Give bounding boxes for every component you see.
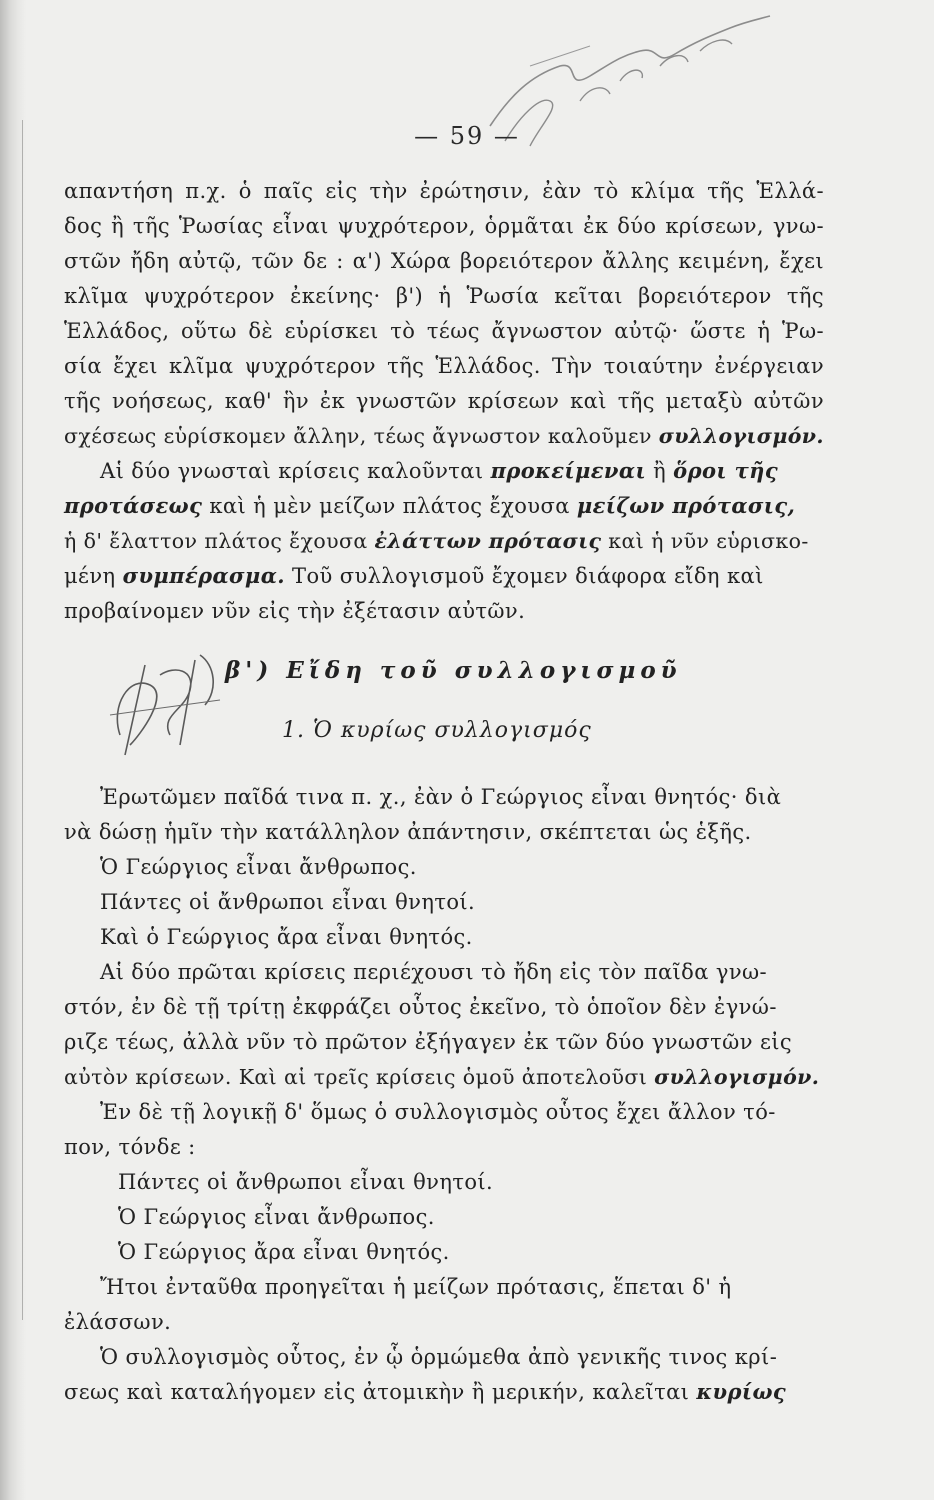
syllogism-line: Ὁ Γεώργιος εἶναι ἄνθρωπος. <box>118 1205 435 1229</box>
bold-term: συλλογισμόν. <box>658 424 824 448</box>
text-line: πον, τόνδε : <box>64 1135 196 1159</box>
text-line: προβαίνομεν νῦν εἰς τὴν ἐξέτασιν αὐτῶν. <box>64 599 526 623</box>
text-line: σία ἔχει κλῖμα ψυχρότερον τῆς Ἑλλάδος. Τὴν τοιαύτην ἐνέργειαν <box>64 354 824 378</box>
syllogism-line: Καὶ ὁ Γεώργιος ἄρα εἶναι θνητός. <box>100 925 473 949</box>
bold-term: συλλογισμόν. <box>654 1065 820 1089</box>
text-run: σεως καὶ καταλήγομεν εἰς ἀτομικὴν ἢ μερικήν, καλεῖται <box>64 1380 697 1404</box>
bold-term: συμπέρασμα. <box>122 563 285 588</box>
text-line <box>64 421 824 451</box>
text-run: μένη <box>64 564 123 588</box>
binding-edge <box>22 120 23 1320</box>
syllogism-line: Ὁ Γεώργιος ἄρα εἶναι θνητός. <box>118 1240 450 1264</box>
text-run: ἡ δ' ἔλαττον πλάτος ἔχουσα <box>64 529 375 553</box>
bold-term: ἐλάττων πρότασις <box>374 529 602 553</box>
text-line <box>64 1377 824 1407</box>
pencil-monogram <box>100 645 230 765</box>
text-line: στόν, ἐν δὲ τῇ τρίτῃ ἐκφράζει οὗτος ἐκεῖνο, τὸ ὁποῖον δὲν ἐγνώ- <box>64 995 777 1019</box>
text-line: τῆς νοήσεως, καθ' ἣν ἐκ γνωστῶν κρίσεων καὶ τῆς μεταξὺ αὐτῶν <box>64 389 824 413</box>
text-line: Αἱ δύο πρῶται κρίσεις περιέχουσι τὸ ἤδη εἰς τὸν παῖδα γνω- <box>100 960 768 984</box>
bold-term: μείζων πρότασις, <box>576 493 796 518</box>
text-line: Ἑλλάδος, οὕτω δὲ εὑρίσκει τὸ τέως ἄγνωστον αὐτῷ· ὥστε ἡ Ῥω- <box>64 319 824 343</box>
text-line: νὰ δώσῃ ἡμῖν τὴν κατάλληλον ἀπάντησιν, σκέπτεται ὡς ἑξῆς. <box>64 820 752 844</box>
text-line <box>64 561 824 591</box>
text-line: Ἐν δὲ τῇ λογικῇ δ' ὅμως ὁ συλλογισμὸς οὗτος ἔχει ἄλλον τό- <box>100 1100 776 1124</box>
text-run: Τοῦ συλλογισμοῦ ἔχομεν διάφορα εἴδη καὶ <box>284 564 764 588</box>
text-run: ἢ <box>646 459 674 483</box>
text-line: Ὁ συλλογισμὸς οὗτος, ἐν ᾧ ὁρμώμεθα ἀπὸ γενικῆς τινος κρί- <box>100 1345 778 1369</box>
text-line: Ἐρωτῶμεν παῖδά τινα π. χ., ἐὰν ὁ Γεώργιος εἶναι θνητός· διὰ <box>100 785 782 809</box>
text-line: Ἤτοι ἐνταῦθα προηγεῖται ἡ μείζων πρότασις, ἕπεται δ' ἡ <box>100 1275 732 1299</box>
text-line: ἐλάσσων. <box>64 1310 172 1334</box>
bold-term: προτάσεως <box>64 493 203 518</box>
subsection-heading: 1. Ὁ κυρίως συλλογισμός <box>282 718 592 743</box>
syllogism-line: Πάντες οἱ ἄνθρωποι εἶναι θνητοί. <box>118 1170 494 1194</box>
section-heading: β') Εἴδη τοῦ συλλογισμοῦ <box>225 657 682 684</box>
text-run: καὶ ἡ μὲν μείζων πλάτος ἔχουσα <box>202 494 577 518</box>
text-run: σχέσεως εὑρίσκομεν ἄλλην, τέως ἄγνωστον καλοῦμεν <box>64 424 659 448</box>
bold-term: ὅροι τῆς <box>673 458 779 483</box>
syllogism-line: Πάντες οἱ ἄνθρωποι εἶναι θνητοί. <box>100 890 476 914</box>
page-number: — 59 — <box>414 122 520 150</box>
text-run: αὐτὸν κρίσεων. Καὶ αἱ τρεῖς κρίσεις ὁμοῦ ἀποτελοῦσι <box>64 1065 655 1089</box>
text-line: απαντήση π.χ. ὁ παῖς εἰς τὴν ἐρώτησιν, ἐὰν τὸ κλίμα τῆς Ἑλλά- <box>64 179 824 203</box>
text-run: καὶ ἡ νῦν εὑρισκο- <box>601 529 809 553</box>
text-line: δος ἢ τῆς Ῥωσίας εἶναι ψυχρότερον, ὁρμᾶται ἐκ δύο κρίσεων, γνω- <box>64 214 824 238</box>
text-run: Αἱ δύο γνωσταὶ κρίσεις καλοῦνται <box>100 459 491 483</box>
text-line <box>64 1062 824 1092</box>
text-line <box>64 456 824 486</box>
bold-term: κυρίως <box>696 1379 787 1404</box>
text-line: ριζε τέως, ἀλλὰ νῦν τὸ πρῶτον ἐξήγαγεν ἐκ τῶν δύο γνωστῶν εἰς <box>64 1030 793 1054</box>
bold-term: προκείμεναι <box>490 458 647 483</box>
syllogism-line: Ὁ Γεώργιος εἶναι ἄνθρωπος. <box>100 855 417 879</box>
text-line: κλῖμα ψυχρότερον ἐκείνης· β') ἡ Ῥωσία κεῖται βορειότερον τῆς <box>64 284 824 308</box>
text-line <box>64 491 824 521</box>
text-line <box>64 526 824 556</box>
text-line: στῶν ἤδη αὐτῷ, τῶν δε : α') Χώρα βορειότερον ἄλλης κειμένη, ἔχει <box>64 249 824 273</box>
